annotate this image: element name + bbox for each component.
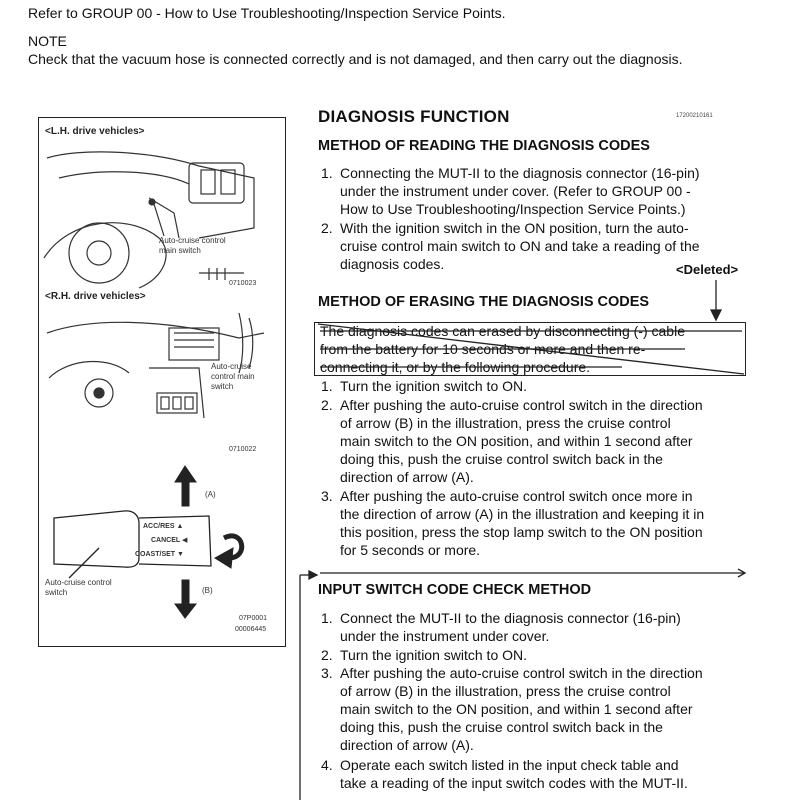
- input-item-2: [318, 646, 758, 664]
- deleted-arrow-head: [711, 310, 721, 320]
- item-line: doing this, push the cruise control switch back in the: [340, 719, 663, 735]
- item-line: Operate each switch listed in the input check table and: [340, 757, 679, 773]
- erasing-item-2: [318, 396, 758, 486]
- deleted-line: from the battery for 10 seconds or more and then re-: [320, 341, 646, 357]
- item-number: 1.: [321, 378, 333, 394]
- item-line: With the ignition switch in the ON position, turn the auto-: [340, 220, 689, 236]
- item-line: After pushing the auto-cruise control switch in the direction: [340, 665, 703, 681]
- input-item-4: [318, 756, 758, 792]
- item-line: of arrow (B) in the illustration, press the cruise control: [340, 683, 671, 699]
- deleted-line: connecting it, or by the following procedure.: [320, 359, 591, 375]
- item-line: Connect the MUT-II to the diagnosis connector (16-pin): [340, 610, 681, 626]
- item-line: After pushing the auto-cruise control switch once more in: [340, 488, 693, 504]
- figure-code-1: 07P0001: [239, 615, 268, 622]
- deleted-line: The diagnosis codes can erased by disconnecting (-) cable: [320, 323, 685, 339]
- item-number: 3.: [321, 665, 333, 681]
- item-line: cruise control main switch to ON and take a reading of the: [340, 238, 700, 254]
- insert-bracket-arrow: [309, 571, 317, 579]
- refer-text: Refer to GROUP 00 - How to Use Troubleshooting/Inspection Service Points.: [28, 5, 506, 21]
- input-check-heading: INPUT SWITCH CODE CHECK METHOD: [318, 582, 592, 598]
- rh-figure-code: 0710022: [229, 446, 257, 453]
- lh-callout-line1: Auto-cruise control: [159, 236, 226, 245]
- arrow-b-label: (B): [202, 586, 213, 595]
- reading-heading: METHOD OF READING THE DIAGNOSIS CODES: [318, 138, 650, 154]
- item-line: Turn the ignition switch to ON.: [340, 647, 528, 663]
- reading-item-1: [318, 164, 758, 218]
- insert-separator-end: [738, 569, 745, 577]
- item-line: How to Use Troubleshooting/Inspection Service Points.): [340, 201, 686, 217]
- item-line: After pushing the auto-cruise control switch in the direction: [340, 397, 703, 413]
- item-line: Connecting the MUT-II to the diagnosis connector (16-pin): [340, 165, 700, 181]
- item-line: this position, press the stop lamp switch to the ON position: [340, 524, 703, 540]
- erasing-item-3: [318, 487, 758, 559]
- switch-acc-res: ACC/RES ▲: [143, 523, 184, 530]
- switch-coast-set: COAST/SET ▼: [135, 551, 184, 558]
- rh-callout-line3: switch: [211, 382, 234, 391]
- item-line: the direction of arrow (A) in the illustration and keeping it in: [340, 506, 705, 522]
- item-line: direction of arrow (A).: [340, 737, 474, 753]
- item-line: main switch to the ON position, and within 1 second after: [340, 433, 693, 449]
- item-line: for 5 seconds or more.: [340, 542, 481, 558]
- item-number: 1.: [321, 610, 333, 626]
- item-line: under the instrument under cover.: [340, 628, 550, 644]
- figure-code-2: 00006445: [235, 626, 267, 633]
- erasing-heading: METHOD OF ERASING THE DIAGNOSIS CODES: [318, 294, 650, 310]
- lh-callout-line2: main switch: [159, 246, 201, 255]
- item-number: 3.: [321, 488, 333, 504]
- stalk-label-line1: Auto-cruise control: [45, 578, 112, 587]
- page-title: DIAGNOSIS FUNCTION: [318, 107, 510, 126]
- input-item-1: [318, 609, 758, 645]
- switch-cancel: CANCEL ◀: [151, 537, 188, 544]
- lh-figure-code: 0710023: [229, 280, 257, 287]
- erasing-item-1: [318, 377, 758, 395]
- item-line: Turn the ignition switch to ON.: [340, 378, 528, 394]
- item-line: direction of arrow (A).: [340, 469, 474, 485]
- item-number: 2.: [321, 647, 333, 663]
- rh-callout-line2: control main: [211, 372, 255, 381]
- deleted-paragraph: [320, 322, 745, 376]
- rh-callout-line1: Auto-cruise: [211, 362, 252, 371]
- note-heading: NOTE: [28, 33, 67, 49]
- item-number: 2.: [321, 397, 333, 413]
- item-number: 2.: [321, 220, 333, 236]
- arrow-a-label: (A): [205, 490, 216, 499]
- input-item-3: [318, 664, 758, 754]
- illustration-panel: [38, 117, 286, 647]
- lh-drive-label: <L.H. drive vehicles>: [45, 126, 145, 137]
- item-line: take a reading of the input switch codes with the MUT-II.: [340, 775, 688, 791]
- item-line: under the instrument under cover. (Refer to GROUP 00 -: [340, 183, 691, 199]
- deleted-label: <Deleted>: [676, 262, 739, 277]
- item-line: of arrow (B) in the illustration, press the cruise control: [340, 415, 671, 431]
- note-text: Check that the vacuum hose is connected correctly and is not damaged, and then carry out the diagnosis.: [28, 51, 683, 67]
- item-line: doing this, push the cruise control switch back in the: [340, 451, 663, 467]
- item-number: 4.: [321, 757, 333, 773]
- item-line: diagnosis codes.: [340, 256, 445, 272]
- stalk-label-line2: switch: [45, 588, 68, 597]
- item-number: 1.: [321, 165, 333, 181]
- item-line: main switch to the ON position, and within 1 second after: [340, 701, 693, 717]
- document-number: 17200210161: [676, 113, 713, 119]
- rh-drive-label: <R.H. drive vehicles>: [45, 291, 146, 302]
